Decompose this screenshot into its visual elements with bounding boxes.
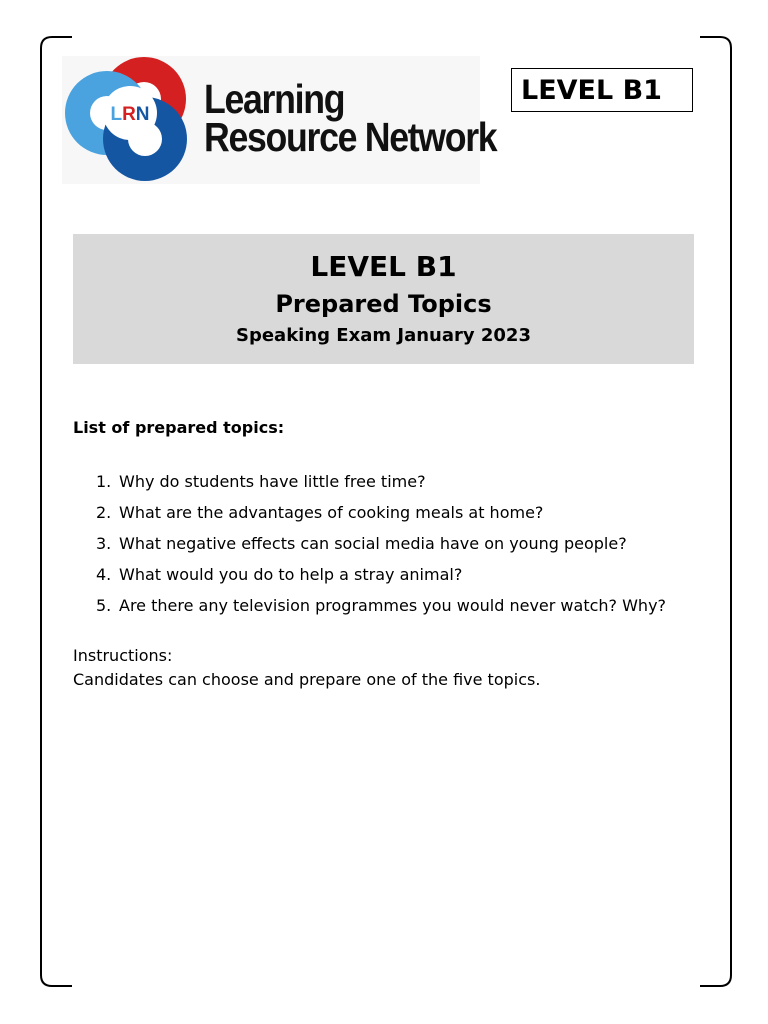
logo-line-2: Resource Network [204, 114, 497, 160]
topic-text: What would you do to help a stray animal? [119, 565, 463, 584]
list-item [96, 472, 666, 503]
list-item [96, 596, 666, 627]
logo-wordmark [204, 76, 540, 160]
list-item [96, 565, 666, 596]
banner-exam: Speaking Exam January 2023 [236, 325, 531, 346]
level-badge: LEVEL B1 [511, 68, 693, 112]
banner-subtitle: Prepared Topics [275, 290, 492, 318]
topics-list [96, 472, 666, 627]
list-item [96, 503, 666, 534]
banner-title: LEVEL B1 [310, 250, 457, 283]
svg-text:LRN: LRN [110, 104, 150, 125]
topic-number: 3. [96, 534, 112, 553]
topic-text: Are there any television programmes you would never watch? Why? [119, 596, 667, 615]
lrn-logo-circles [62, 56, 202, 184]
title-banner [73, 234, 694, 364]
topic-text: Why do students have little free time? [119, 472, 426, 491]
topics-heading: List of prepared topics: [73, 418, 285, 437]
topic-number: 2. [96, 503, 112, 522]
topic-text: What negative effects can social media have on young people? [119, 534, 627, 553]
lrn-logo [62, 56, 497, 184]
topic-number: 5. [96, 596, 112, 615]
topic-number: 4. [96, 565, 112, 584]
topic-number: 1. [96, 472, 112, 491]
topic-text: What are the advantages of cooking meals at home? [119, 503, 544, 522]
instructions-label: Instructions: [73, 646, 173, 665]
logo-line-1: Learning [204, 76, 345, 122]
instructions-text: Candidates can choose and prepare one of the five topics. [73, 670, 541, 689]
list-item [96, 534, 666, 565]
